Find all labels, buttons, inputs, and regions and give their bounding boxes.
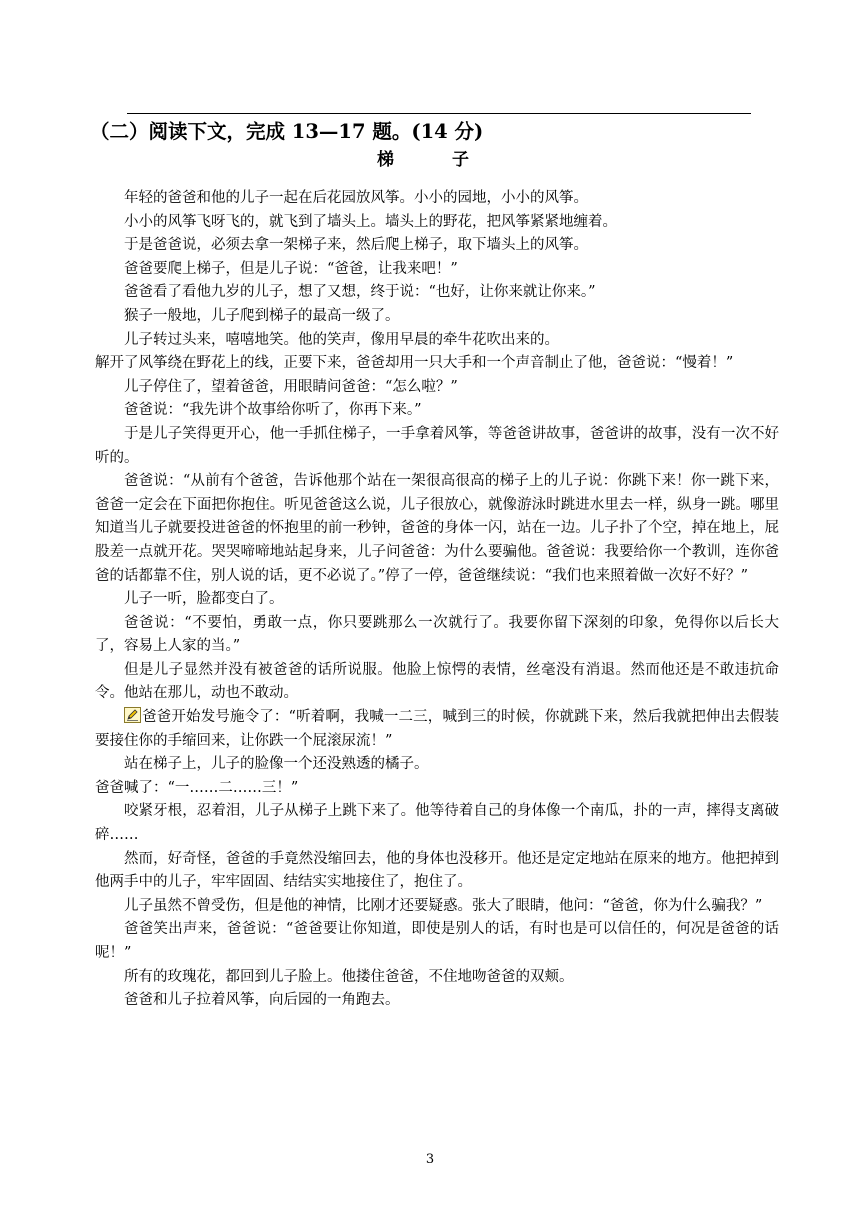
paragraph-with-marker [95,706,779,753]
paragraph: 儿子停住了，望着爸爸，用眼睛问爸爸：“怎么啦？” [124,378,458,395]
paragraph: 爸爸看了看他九岁的儿子，想了又想，终于说：“也好，让你来就让你来。” [124,284,596,301]
story-title: 梯子 [377,150,527,170]
paragraph: 爸爸喊了：“一……二……三！” [95,779,299,796]
story-body [95,187,779,1013]
paragraph: 所有的玫瑰花，都回到儿子脸上。他搂住爸爸，不住地吻爸爸的双颊。 [124,968,574,985]
header-rule [127,113,751,114]
paragraph: 小小的风筝飞呀飞的，就飞到了墙头上。墙头上的野花，把风筝紧紧地缠着。 [124,213,617,230]
paragraph: 爸爸和儿子拉着风筝，向后园的一角跑去。 [124,992,400,1009]
paragraph: 爸爸说：“从前有个爸爸，告诉他那个站在一架很高很高的梯子上的儿子说：你跳下来！你一跳下来，爸爸一定会在下面把你抱住。听见爸爸这么说，儿子很放心，就像游泳时跳进水里去一样，纵身一跳。哪里知道当儿子就要投进爸爸的怀抱里的前一秒钟，爸爸的身体一闪，站在一边。儿子扑了个空，掉在地上，屁股差一点就开花。哭哭啼啼地站起身来，儿子问爸爸：为什么要骗他。爸爸说：我要给你一个教训，连你爸爸的话都靠不住，别人说的话，更不必说了。”停了一停，爸爸继续说：“我们也来照着做一次好不好？” [95,473,779,584]
paragraph: 年轻的爸爸和他的儿子一起在后花园放风筝。小小的园地，小小的风筝。 [124,190,588,206]
paragraph: 爸爸说：“我先讲个故事给你听了，你再下来。” [124,402,422,419]
pencil-note-icon[interactable] [124,707,141,723]
paragraph: 爸爸说：“不要怕，勇敢一点，你只要跳那么一次就行了。我要你留下深刻的印象，免得你以后长大了，容易上人家的当。” [95,614,779,655]
paragraph: 咬紧牙根，忍着泪，儿子从梯子上跳下来了。他等待着自己的身体像一个南瓜，扑的一声，摔得支离破碎…… [95,803,779,844]
section-heading: （二）阅读下文，完成 13—17 题。(14 分) [90,120,484,143]
paragraph: 儿子虽然不曾受伤，但是他的神情，比刚才还要疑惑。张大了眼睛，他问：“爸爸，你为什么骗我？” [124,897,763,914]
paragraph: 儿子转过头来，嘻嘻地笑。他的笑声，像用早晨的牵牛花吹出来的。 [124,331,559,348]
paragraph: 然而，好奇怪，爸爸的手竟然没缩回去，他的身体也没移开。他还是定定地站在原来的地方。他把掉到他两手中的儿子，牢牢固固、结结实实地接住了，抱住了。 [95,850,779,891]
paragraph-text: 爸爸开始发号施令了：“听着啊，我喊一二三，喊到三的时候，你就跳下来，然后我就把伸出去假装要接住你的手缩回来，让你跌一个屁滚尿流！” [95,709,779,749]
page-number: 3 [425,1152,435,1167]
paragraph: 爸爸要爬上梯子，但是儿子说：“爸爸，让我来吧！” [124,260,458,277]
paragraph: 但是儿子显然并没有被爸爸的话所说服。他脸上惊愕的表情，丝毫没有消退。然而他还是不敢违抗命令。他站在那儿，动也不敢动。 [95,661,779,702]
paragraph: 儿子一听，脸都变白了。 [124,591,284,608]
paragraph: 猴子一般地，儿子爬到梯子的最高一级了。 [124,307,400,324]
paragraph: 站在梯子上，儿子的脸像一个还没熟透的橘子。 [124,756,429,773]
paragraph: 于是儿子笑得更开心，他一手抓住梯子，一手拿着风筝，等爸爸讲故事，爸爸讲的故事，没有一次不好听的。 [95,425,779,466]
paragraph: 解开了风筝绕在野花上的线，正要下来，爸爸却用一只大手和一个声音制止了他，爸爸说：“慢着！” [95,355,734,372]
paragraph: 于是爸爸说，必须去拿一架梯子来，然后爬上梯子，取下墙头上的风筝。 [124,237,588,254]
paragraph: 爸爸笑出声来，爸爸说：“爸爸要让你知道，即使是别人的话，有时也是可以信任的，何况是爸爸的话呢！” [95,921,779,961]
